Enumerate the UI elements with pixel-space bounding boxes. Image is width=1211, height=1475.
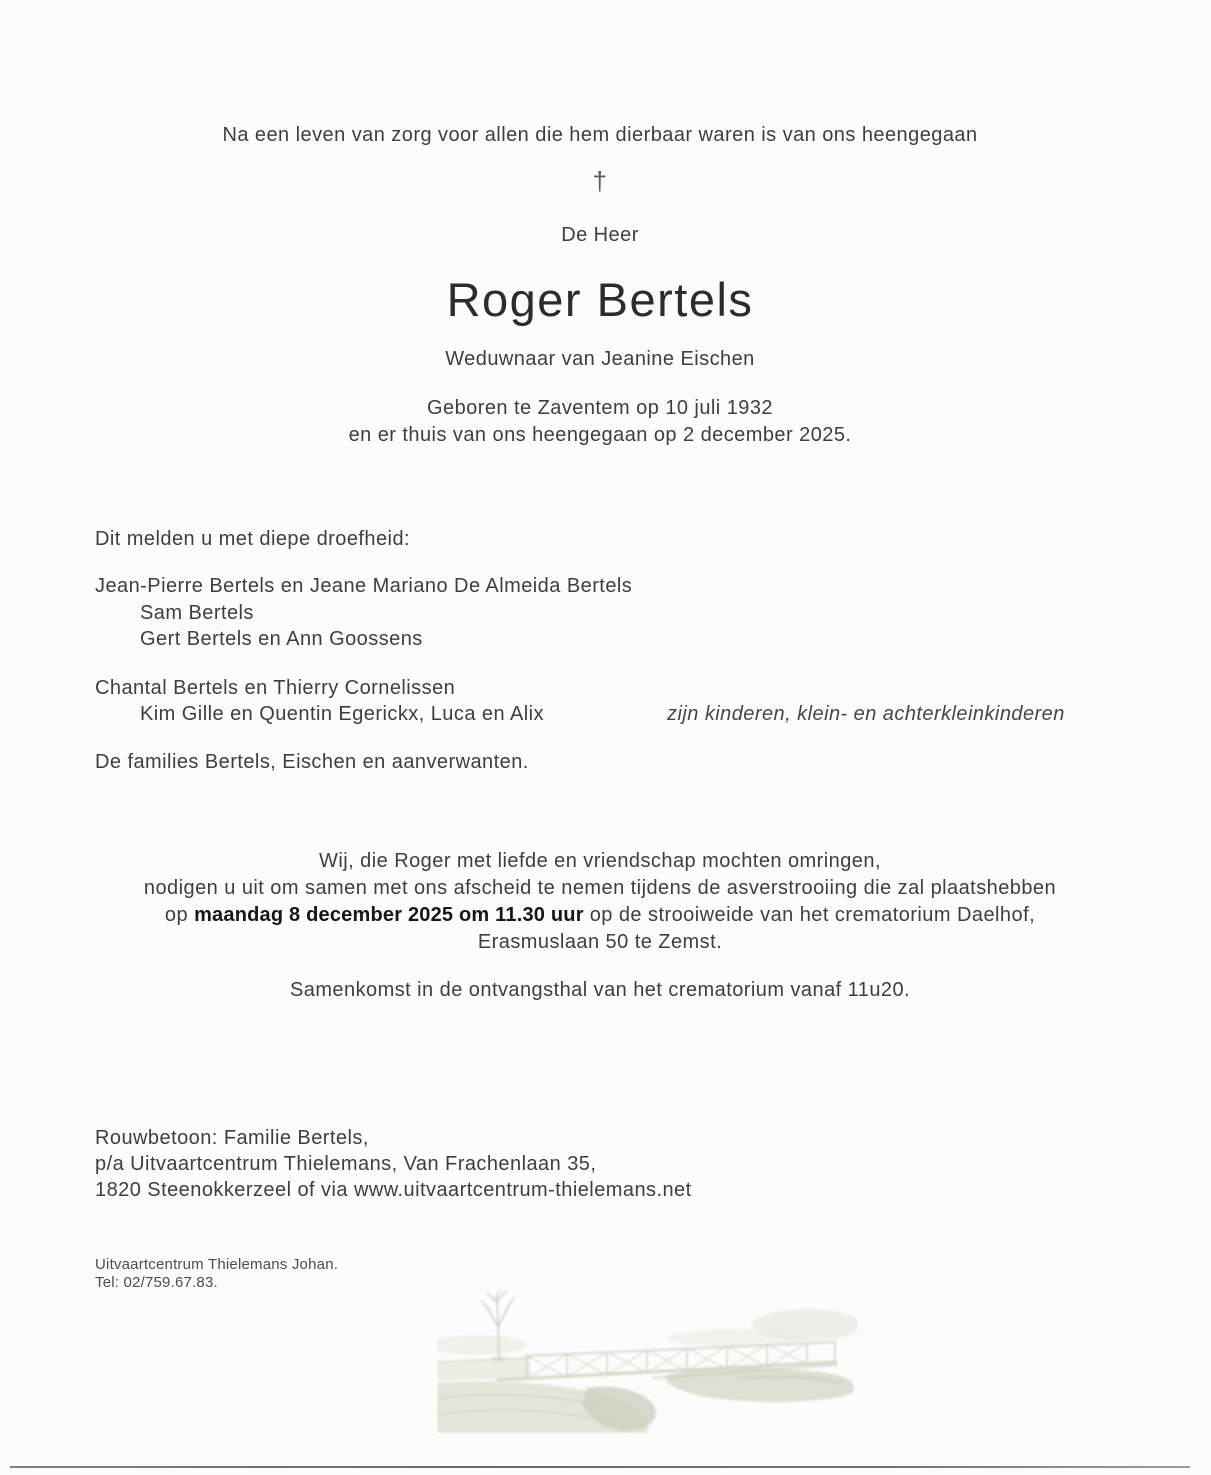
bridge-illustration [437, 1283, 857, 1433]
condolence-line: 1820 Steenokkerzeel of via www.uitvaartcentrum-thielemans.net [95, 1179, 692, 1201]
ceremony-date-time: maandag 8 december 2025 om 11.30 uur [194, 904, 584, 926]
bridge-illustration-svg [437, 1283, 857, 1433]
condolence-line: p/a Uitvaartcentrum Thielemans, Van Frachenlaan 35, [95, 1153, 597, 1175]
died-line: en er thuis van ons heengegaan op 2 december 2025. [348, 424, 852, 446]
scan-edge-line [10, 1466, 1190, 1468]
undertaker-name: Uitvaartcentrum Thielemans Johan. [95, 1256, 339, 1273]
born-line: Geboren te Zaventem op 10 juli 1932 [427, 397, 773, 419]
family-line: Chantal Bertels en Thierry Cornelissen [95, 677, 456, 699]
gathering-line: Samenkomst in de ontvangsthal van het crematorium vanaf 11u20. [289, 979, 911, 1001]
ceremony-line-1: Wij, die Roger met liefde en vriendschap mochten omringen, [319, 850, 881, 872]
water [666, 1368, 854, 1402]
horizon-smudge [437, 1335, 527, 1355]
intro-line: Na een leven van zorg voor allen die hem dierbaar waren is van ons heengegaan [222, 124, 978, 146]
relation-note: zijn kinderen, klein- en achterkleinkinderen [667, 703, 1065, 725]
condolence-line: Rouwbetoon: Familie Bertels, [95, 1127, 369, 1149]
announcement-line: Dit melden u met diepe droefheid: [95, 528, 411, 550]
family-line: Gert Bertels en Ann Goossens [140, 628, 423, 650]
families-line: De families Bertels, Eischen en aanverwanten. [95, 751, 529, 773]
ceremony-line-2: nodigen u uit om samen met ons afscheid te nemen tijdens de asverstrooiing die zal plaatshebben [143, 877, 1057, 899]
widower-line: Weduwnaar van Jeanine Eischen [445, 348, 755, 370]
family-line: Sam Bertels [140, 602, 254, 624]
ceremony-line-3-suffix: op de strooiweide van het crematorium Daelhof, [583, 904, 1036, 926]
ceremony-line-3-prefix: op [164, 904, 195, 926]
family-line-with-note [95, 701, 1105, 727]
undertaker-phone: Tel: 02/759.67.83. [95, 1274, 218, 1291]
deceased-name: Roger Bertels [446, 273, 754, 326]
salutation: De Heer [561, 224, 639, 246]
ceremony-address: Erasmuslaan 50 te Zemst. [477, 931, 723, 953]
family-line: Kim Gille en Quentin Egerickx, Luca en Alix [140, 703, 544, 725]
family-line: Jean-Pierre Bertels en Jeane Mariano De Almeida Bertels [95, 575, 633, 597]
cross-icon: † [592, 166, 608, 196]
ceremony-line-3 [95, 902, 1105, 928]
tree-base [491, 1357, 507, 1362]
